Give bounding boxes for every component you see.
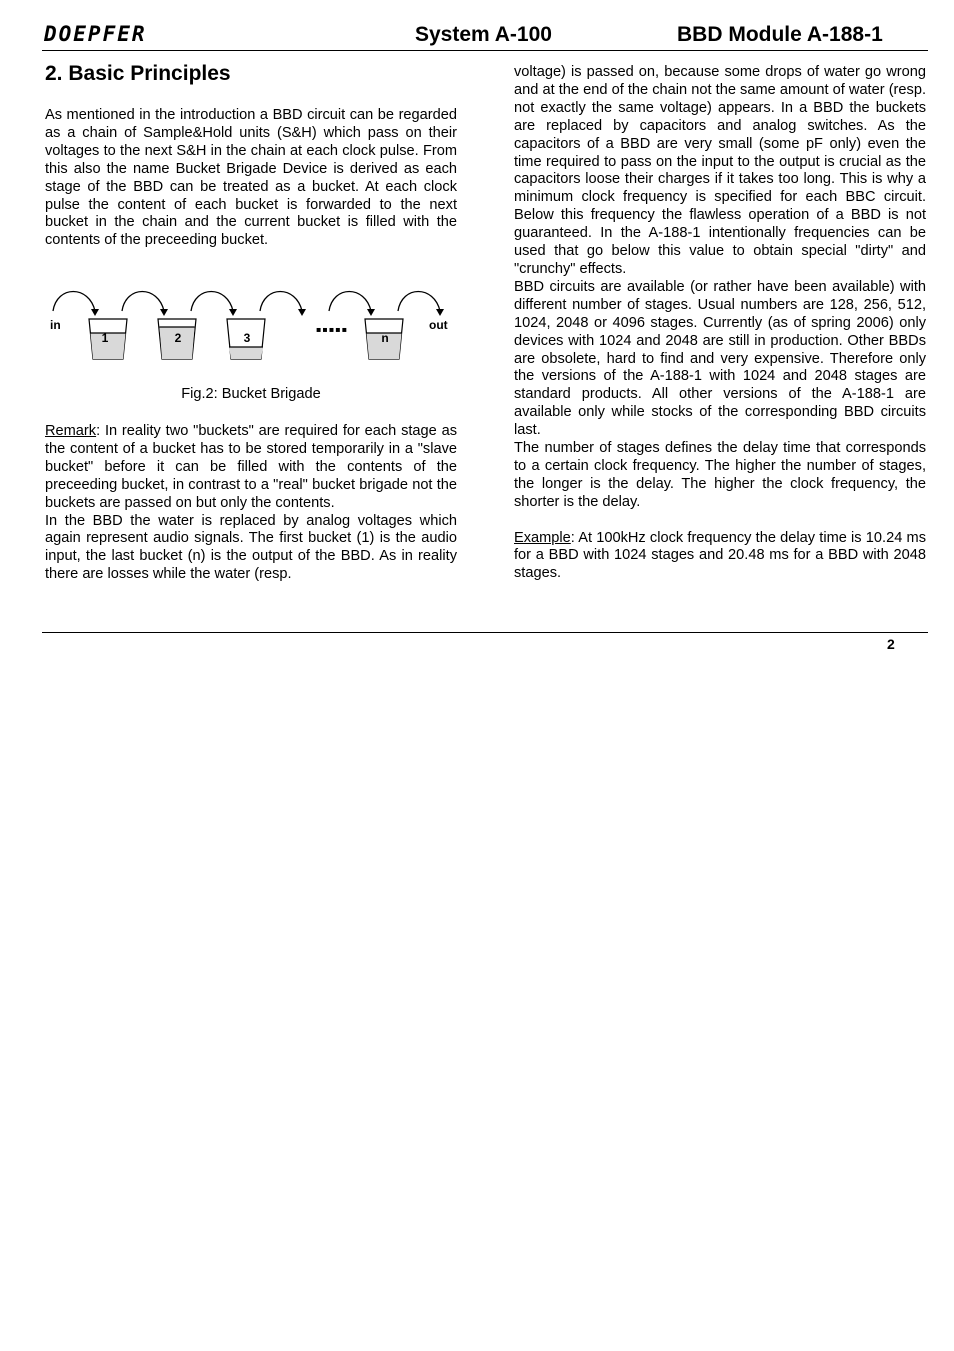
section-heading: 2. Basic Principles <box>45 62 231 85</box>
example-paragraph <box>514 530 926 584</box>
intro-paragraph <box>45 107 457 250</box>
water-paragraph: In the BBD the water is replaced by analog voltages which again represent audio signals. The first bucket (1) is the audio input, the last bucket (n) is the output of the BBD. As in reality there are losses while the water (resp. <box>45 512 457 583</box>
capacitor-paragraph: voltage) is passed on, because some drops of water go wrong and at the end of the chain not the same amount of water (resp. not exactly the same voltage) appears. In a BBD the buckets are replaced by capacitors and analog switches. As the capacitors of a BBD are very small (some pF only) even the time required to pass on the input to the output is crucial as the capacitors loose their charges if it takes too long. This is why a minimum clock frequency is specified for each BBC circuit. Below this frequency the flawless operation of a BBD is not guaranteed. In the A-188-1 intentionally frequencies can be used that go below this value to obtain special "dirty" and "crunchy" effects. <box>514 64 926 277</box>
delay-paragraph: The number of stages defines the delay time that corresponds to a certain clock frequency. The higher the number of stages, the longer is the delay. The higher the clock frequency, the shorter is the delay. <box>514 440 926 510</box>
right-column <box>514 64 926 583</box>
footer-divider <box>42 632 928 633</box>
remark-label: Remark <box>45 423 97 439</box>
remark-text: : In reality two "buckets" are required for each stage as the content of a bucket has to be stored temporarily in a "slave bucket" before it can be filled with the contents of the preceeding bucket, in contrast to a "real" bucket brigade not the buckets are passed on but only the contents. <box>45 423 457 511</box>
example-label: Example <box>514 529 571 546</box>
doepfer-logo: DOEPFER <box>44 22 147 46</box>
spacer <box>514 512 926 530</box>
intro-text: As mentioned in the introduction a BBD circuit can be regarded as a chain of Sample&Hold units (S&H) which pass on their voltages to the next S&H in the chain at each clock pulse. From this also the name Bucket Brigade Device is derived as each stage of the BBD can be treated as a bucket. At each clock pulse the content of each bucket is forwarded to the next bucket in the chain and the current bucket is filled with the contents of the preceeding bucket. <box>45 107 457 249</box>
module-title: BBD Module A-188-1 <box>677 23 883 46</box>
system-title: System A-100 <box>415 23 552 46</box>
remark-block <box>45 423 457 584</box>
page-number: 2 <box>887 636 895 652</box>
page-header <box>42 20 928 51</box>
remark-paragraph <box>45 423 457 513</box>
output-label: out <box>429 318 448 332</box>
continuation-dots: ▪▪▪▪▪ <box>316 325 349 334</box>
stages-paragraph: BBD circuits are available (or rather have been available) with different number of stages. Usual numbers are 128, 256, 512, 1024, 2048 or 4096 stages. Currently (as of spring 2006) only devices with 1024 and 2048 are still in production. Other BBDs are obsolete, hard to find and very expensive. Therefore only the versions of the A-188-1 with 1024 and 2048 stages are standard products. All other versions of the A-188-1 are available only while stocks of the corresponding BBD circuits last. <box>514 278 926 439</box>
arrow-heads <box>91 309 444 316</box>
input-label: in <box>50 318 61 332</box>
bucket-brigade-figure <box>45 287 457 367</box>
bucket-label-1: 1 <box>101 331 109 345</box>
bucket-label-2: 2 <box>174 331 182 345</box>
clock-arrows <box>53 292 440 312</box>
figure-caption: Fig.2: Bucket Brigade <box>181 386 321 402</box>
bucket-label-3: 3 <box>243 331 251 345</box>
bucket-label-n: n <box>381 331 389 345</box>
example-text: : At 100kHz clock frequency the delay time is 10.24 ms for a BBD with 1024 stages and 20.48 ms for a BBD with 2048 stages. <box>514 529 926 582</box>
